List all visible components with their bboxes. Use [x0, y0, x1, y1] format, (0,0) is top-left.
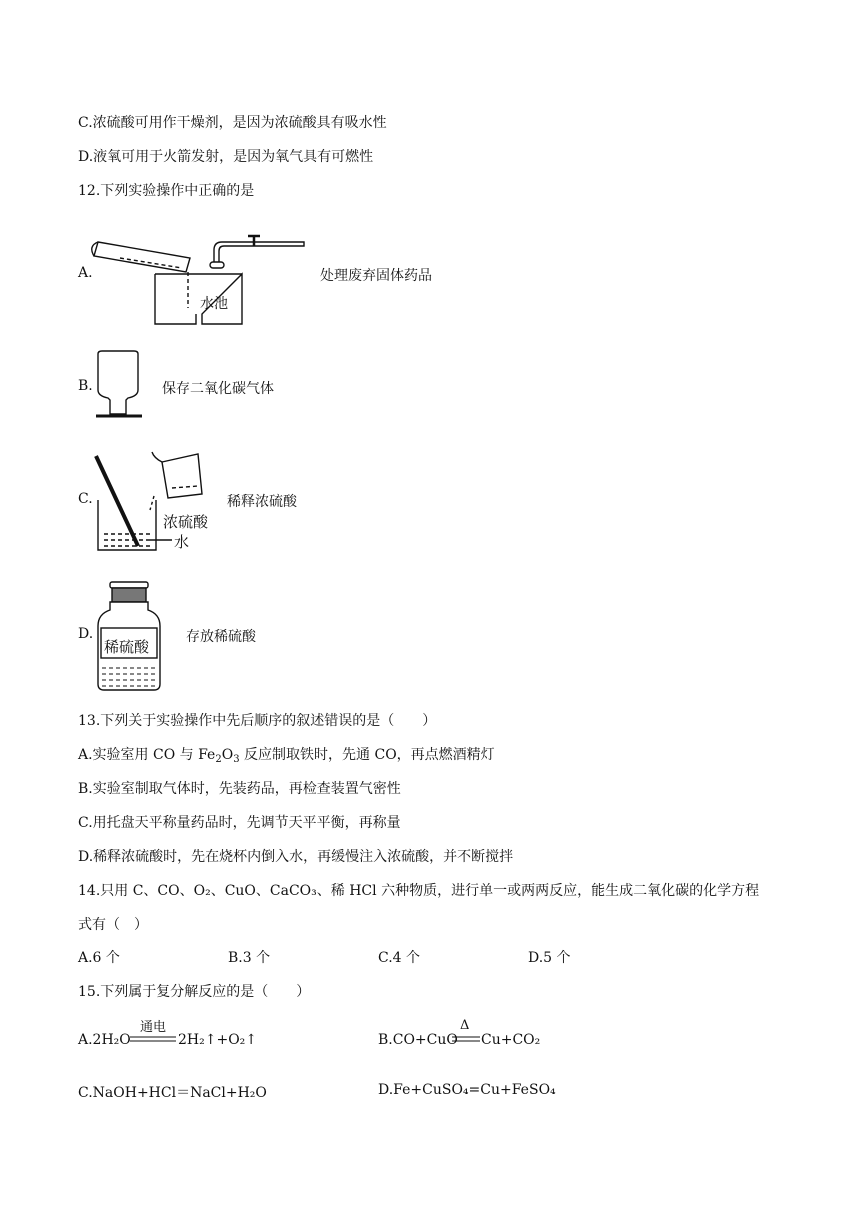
q12-option-b-label: B. [78, 378, 93, 394]
q15-option-b-left: B.CO+CuO [378, 1032, 458, 1048]
q15-option-a-left: A.2H₂O [78, 1032, 131, 1048]
q13-option-d: D.稀释浓硫酸时，先在烧杯内倒入水，再缓慢注入浓硫酸，并不断搅拌 [78, 849, 514, 865]
q13-stem: 13.下列关于实验操作中先后顺序的叙述错误的是（ ） [78, 713, 437, 729]
q13-option-a: A.实验室用 CO 与 $Fe_2O_3$ 反应制取铁时，先通 CO，再点燃酒精灯 [78, 747, 495, 765]
q13-option-c: C.用托盘天平称量药品时，先调节天平平衡，再称量 [78, 815, 401, 831]
water-label: 水 [174, 533, 190, 551]
q11-option-d: D.液氧可用于火箭发射，是因为氧气具有可燃性 [78, 149, 374, 165]
q12-option-a-caption: 处理废弃固体药品 [320, 268, 432, 284]
acid-label: 浓硫酸 [163, 513, 209, 531]
q12-stem: 12.下列实验操作中正确的是 [78, 183, 255, 199]
q15-option-c: C.NaOH+HCl＝NaCl+H₂O [78, 1085, 267, 1101]
q13-option-b: B.实验室制取气体时，先装药品，再检查装置气密性 [78, 781, 401, 797]
sink-disposal-illustration [90, 228, 315, 328]
q12-option-a-label: A. [78, 265, 93, 281]
q14-stem-line1: 14.只用 C、CO、O₂、CuO、CaCO₃、稀 HCl 六种物质，进行单一或两两反应，能生成二氧化碳的化学方程 [78, 883, 760, 899]
q12-option-b-caption: 保存二氧化碳气体 [162, 381, 274, 397]
q15-option-b-right: Cu+CO₂ [481, 1032, 541, 1048]
q14-option-b: B.3 个 [228, 950, 271, 966]
q15-option-a-right: 2H₂↑+O₂↑ [178, 1032, 258, 1048]
q12-option-d-caption: 存放稀硫酸 [186, 629, 256, 645]
q12-option-c-label: C. [78, 491, 93, 507]
dilution-beakers-illustration [92, 450, 222, 555]
q14-stem-line2: 式有（ ） [78, 917, 148, 933]
q11-option-c: C.浓硫酸可用作干燥剂，是因为浓硫酸具有吸水性 [78, 115, 387, 131]
q15-option-b-condition: Δ [460, 1018, 470, 1033]
sink-label: 水池 [200, 296, 228, 312]
q14-option-a: A.6 个 [78, 950, 120, 966]
q15-option-a-condition: 通电 [140, 1020, 167, 1035]
q15-stem: 15.下列属于复分解反应的是（ ） [78, 984, 311, 1000]
q14-option-d: D.5 个 [528, 950, 571, 966]
inverted-gas-bottle-illustration [96, 350, 146, 425]
q15-option-d: D.Fe+CuSO₄=Cu+FeSO₄ [378, 1082, 556, 1098]
equals-sign-b [452, 1036, 480, 1042]
q12-option-d-label: D. [78, 626, 94, 642]
q14-option-c: C.4 个 [378, 950, 421, 966]
bottle-label: 稀硫酸 [104, 638, 150, 656]
q12-option-c-caption: 稀释浓硫酸 [227, 494, 297, 510]
equals-sign-a [130, 1036, 176, 1042]
